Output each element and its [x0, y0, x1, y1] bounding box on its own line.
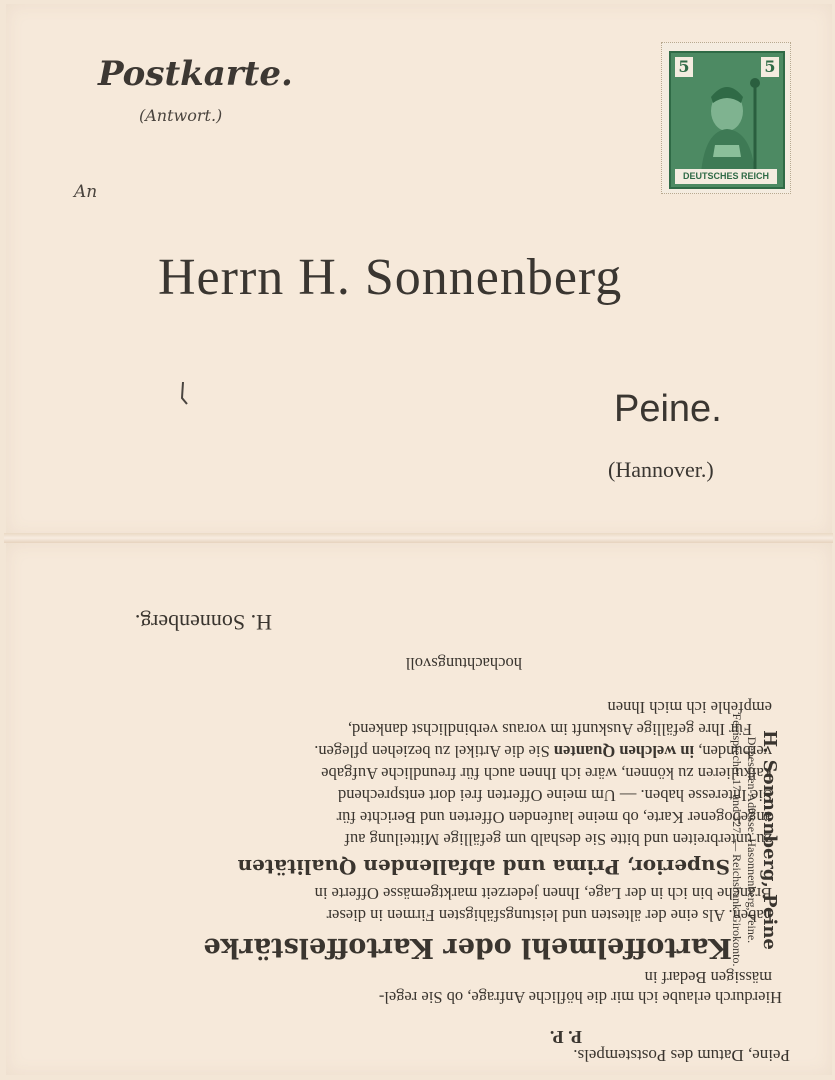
sender-name: H. Sonnenberg, Peine — [759, 730, 780, 950]
card-title: Postkarte. — [98, 54, 293, 94]
body-line-emphasis — [314, 741, 772, 761]
emphasis-suffix: Sie die Artikel zu beziehen pflegen. — [314, 742, 554, 761]
stamp-face — [669, 51, 785, 189]
body-line: haben. Als eine der ältesten und leistungsfähigsten Firmen in dieser — [326, 906, 772, 925]
address-side — [6, 4, 832, 536]
emphasis-prefix: verbunden, — [694, 742, 772, 761]
body-line: mässigen Bedarf in — [644, 968, 772, 987]
recipient-region: (Hannover.) — [608, 457, 714, 482]
stamp-country-label: DEUTSCHES REICH — [675, 169, 777, 184]
stamp-value-left: 5 — [675, 57, 693, 77]
quality-heading: Superior, Prima und abfallenden Qualitäten — [237, 855, 730, 879]
emphasis-quantities: in welchen Quanten — [553, 742, 695, 761]
body-line: angebogener Karte, ob meine laufenden Offerten und Berichte für — [336, 808, 772, 827]
stamp-value-right: 5 — [761, 57, 779, 77]
pen-mark-icon — [178, 380, 190, 410]
closing: hochachtungsvoll — [405, 654, 522, 673]
salutation: P. P. — [549, 1027, 582, 1047]
body-line: zu unterbreiten und bitte Sie deshalb um gefällige Mitteilung auf — [344, 830, 772, 849]
card-subtitle: (Antwort.) — [139, 106, 223, 125]
germania-portrait-icon — [671, 53, 783, 187]
message-side — [6, 543, 832, 1075]
sender-telegraph: Depeschen-Adresse: Hasonnenberg, Peine. — [745, 736, 759, 944]
sender-phone-bank: Fernsprecher 17 und 327. — Reichsbank-Girokonto. — [730, 713, 744, 967]
product-heading: Kartoffelmehl oder Kartoffelstärke — [203, 932, 732, 963]
body-line: Branche bin ich in der Lage, Ihnen jederzeit marktgemässe Offerte in — [314, 884, 772, 903]
recipient-name: Herrn H. Sonnenberg — [158, 249, 623, 306]
body-line: Hierdurch erlaube ich mir die höfliche Anfrage, ob Sie regel- — [378, 988, 782, 1007]
sender-block — [729, 670, 780, 1010]
to-label: An — [74, 182, 98, 202]
card-fold — [4, 533, 833, 543]
body-line: kalkulieren zu können, wäre ich Ihnen auch für freundliche Aufgabe — [321, 764, 772, 783]
postage-stamp — [661, 42, 791, 194]
signature: H. Sonnenberg. — [134, 610, 272, 635]
body-line: empfehle ich mich Ihnen — [607, 698, 772, 717]
recipient-city: Peine. — [614, 388, 722, 430]
date-line: Peine, Datum des Poststempels. — [573, 1046, 790, 1065]
body-line: Sie Interesse haben. — Um meine Offerten frei dort entsprechend — [337, 786, 772, 805]
body-line: Für Ihre gefällige Auskunft im voraus verbindlichst dankend, — [347, 720, 752, 739]
